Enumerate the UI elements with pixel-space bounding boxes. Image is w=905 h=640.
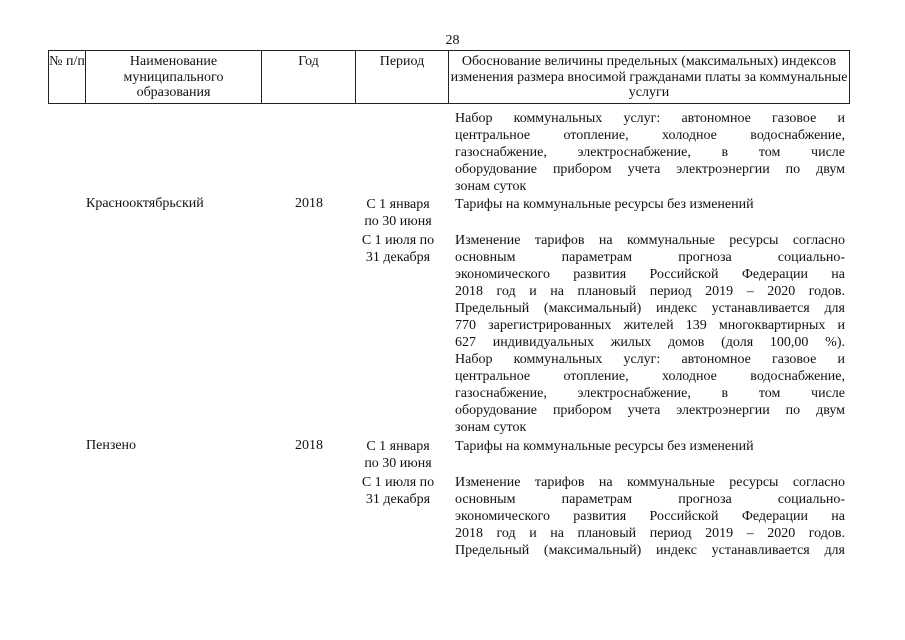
continuation-text: [455, 110, 845, 195]
text-line: оборудование прибором учета электроэнергии по двум: [455, 403, 845, 418]
header-col-number: № п/п: [49, 51, 86, 103]
text-line: центральное отопление, холодное водоснабжение,: [455, 128, 845, 143]
period-second-half: [353, 474, 443, 508]
justification-first-half: Тарифы на коммунальные ресурсы без изменений: [455, 439, 754, 454]
period-line: С 1 июля по: [361, 233, 435, 248]
period-line: по 30 июня: [364, 214, 432, 229]
text-line: 770 зарегистрированных жителей 139 многоквартирных и: [455, 318, 845, 333]
header-col-year: Год: [262, 51, 356, 103]
period-first-half: [353, 438, 443, 472]
justification-first-half: Тарифы на коммунальные ресурсы без изменений: [455, 197, 754, 212]
table-header: [48, 50, 850, 104]
text-line: Изменение тарифов на коммунальные ресурсы согласно: [455, 475, 845, 490]
period-first-half: [353, 196, 443, 230]
text-line: Набор коммунальных услуг: автономное газовое и: [455, 111, 845, 126]
justification-second-half: [455, 232, 845, 436]
year-cell: 2018: [295, 438, 323, 453]
text-line: 627 индивидуальных жилых домов (доля 100,00 %).: [455, 335, 845, 350]
text-line: газоснабжение, электроснабжение, в том числе: [455, 145, 845, 160]
page-number: 28: [445, 33, 460, 48]
header-col-period: Период: [356, 51, 449, 103]
text-line: 2018 год и на плановый период 2019 – 2020 годов.: [455, 284, 845, 299]
text-line: экономического развития Российской Федерации на: [455, 267, 845, 282]
text-line: Предельный (максимальный) индекс устанавливается для: [455, 301, 845, 316]
justification-second-half: [455, 474, 845, 559]
period-line: по 30 июня: [364, 456, 432, 471]
text-line: оборудование прибором учета электроэнергии по двум: [455, 162, 845, 177]
period-line: С 1 января: [366, 197, 430, 212]
year-cell: 2018: [295, 196, 323, 211]
header-col-justification: Обоснование величины предельных (максимальных) индексов изменения размера вносимой гражданами платы за коммунальные услуги: [450, 54, 848, 100]
text-line: Набор коммунальных услуг: автономное газовое и: [455, 352, 845, 367]
text-line: Предельный (максимальный) индекс устанавливается для: [455, 543, 845, 558]
period-line: С 1 января: [366, 439, 430, 454]
period-line: 31 декабря: [365, 250, 431, 265]
text-line: зонам суток: [455, 420, 527, 435]
text-line: основным параметрам прогноза социально-: [455, 250, 845, 265]
municipality-name: Пензено: [86, 438, 137, 453]
text-line: 2018 год и на плановый период 2019 – 2020 годов.: [455, 526, 845, 541]
text-line: основным параметрам прогноза социально-: [455, 492, 845, 507]
municipality-name: Краснооктябрьский: [86, 196, 204, 211]
text-line: зонам суток: [455, 179, 527, 194]
text-line: Изменение тарифов на коммунальные ресурсы согласно: [455, 233, 845, 248]
header-col-name: Наименование муниципального образования: [86, 51, 262, 103]
period-line: 31 декабря: [365, 492, 431, 507]
period-second-half: [353, 232, 443, 266]
period-line: С 1 июля по: [361, 475, 435, 490]
text-line: центральное отопление, холодное водоснабжение,: [455, 369, 845, 384]
text-line: газоснабжение, электроснабжение, в том числе: [455, 386, 845, 401]
text-line: экономического развития Российской Федерации на: [455, 509, 845, 524]
